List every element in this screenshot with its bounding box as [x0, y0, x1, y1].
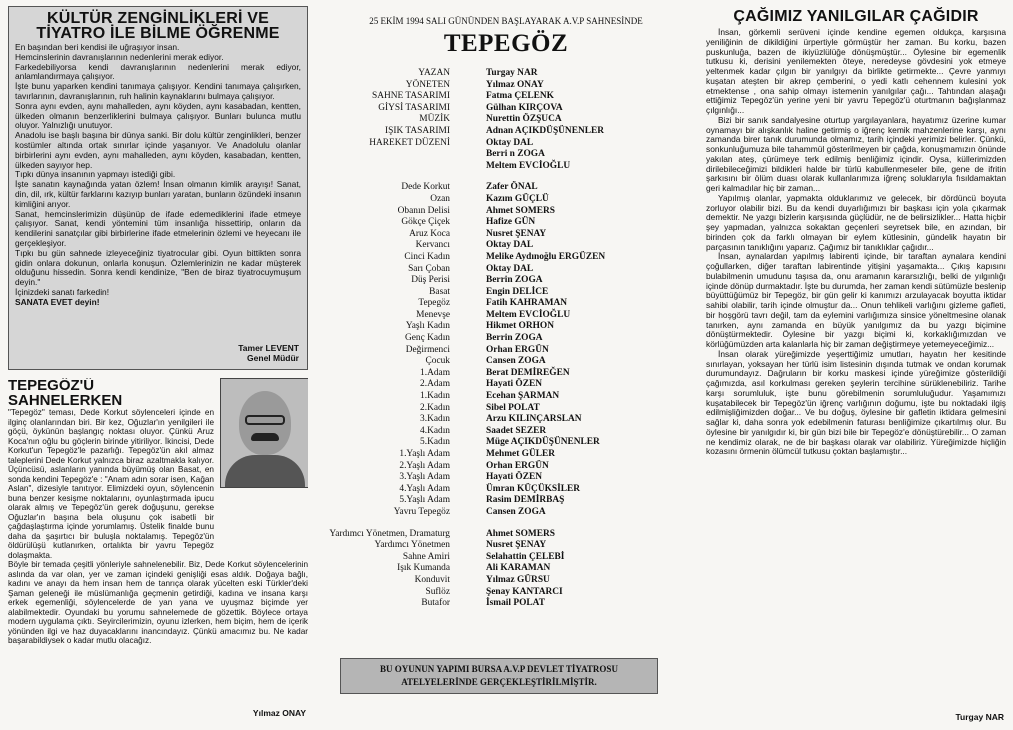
credit-role: HAREKET DÜZENİ	[369, 137, 450, 148]
intro-paragraph: İçinizdeki sanatı farkedin!	[15, 286, 110, 297]
credit-row	[318, 391, 694, 403]
credit-role: Gökçe Çiçek	[401, 217, 450, 228]
intro-paragraph: Farkedebiliyorsa kendi davranışlarının nedenlerini merak ediyor, anlamlandırmaya çalışıyor.	[15, 61, 301, 82]
credit-role: Kervancı	[415, 240, 450, 251]
credit-row	[318, 264, 694, 276]
credit-row	[318, 403, 694, 415]
credit-role: Suflöz	[425, 586, 450, 597]
credit-role: 3.Kadın	[420, 414, 450, 425]
credit-row	[318, 414, 694, 426]
credit-name: Oktay DAL	[486, 137, 534, 148]
credit-name: Melike Aydınoğlu ERGÜZEN	[486, 251, 606, 262]
author-paragraph: İnsan olarak yüreğimizde yeşerttiğimiz umutları, hayatın her kesitinde sınırlayan, yoksayan her türlü isim listesinin dışında tutmak ve ondan korumak durumundayız. Dağruların bir korku maskesi içinde yüreğimize gösterildiği çağımızda, asıl korkulması gereken şeylerin tercihine sürüklenebiliriz. Tarihe karşı sorumluluk, işte bunu görebilmenin sorumluluğudur. Yaşamımızı kuşatabilecek bir Tepegöz'ün iğrenç varlığının doğumu, işte bu noktadaki ilgiş edilmişliğimizden doğar... Ve bu doğuş, öylesine bir gafletin iktidara gelmesini sağlar ki, daha sonra yok edebilmenin faturası benliğimize çıkartılmış olur. Bu öylesine bir yanılgıdır ki, bir gün bizi bile bir Tepegöz'e dönüştürebilir... O zaman ne kendimiz olarak, ne de bir başkası olarak var olabiliriz. Yüreğimizde hiçliğin kozasını örmenin ölümcül tutkusu çoktan başlamıştır...	[706, 348, 1006, 457]
credit-row	[318, 91, 694, 103]
author-paragraph: Bizi bir sanık sandalyesine oturtup yargılayanlara, hayatımız üzerine kumar oynamayı bir alışkanlık haline getirmiş o iğrenç kemik mahzenlerine karşı, aynı zamanda birer tanık durumunda olmamız, tarih içindeki yerimizi belirler. Çünkü, sonkunluğumuza bile tahammül gösterilmeyen bir çağda, konuşmamızın önünde yakılan ateş, çürümeye terk edilmiş benliğimiz içindir. Oysa, küllerimizden dirilebileceğimizi bildikleri halde bir türlü kabullenmeseler bile, gene de ifritin şarkısını bir ölüm duası olarak kullanlarımıza iğrenç soluklarıyla fısıldamaktan geri kalmadılar hiç bir zaman...	[706, 114, 1006, 193]
credit-role	[318, 149, 486, 161]
intro-article	[8, 6, 308, 370]
credit-row	[318, 598, 694, 610]
credit-row	[318, 461, 694, 473]
credit-row	[318, 217, 694, 229]
credit-row	[318, 484, 694, 496]
credit-row	[318, 252, 694, 264]
credit-role: Ozan	[430, 193, 450, 204]
credit-row	[318, 114, 694, 126]
director-article-text-bottom: Böyle bir temada çeşitli yönleriyle sahnelenebilir. Biz, Dede Korkut söylencelerinin aslında da var olan, yer ve zaman içindeki genişliği esas aldık. Doğaya bağlı, kadını ve anayı da hem insan hem de tanrıça olarak yücelten eski Türkler'deki Şaman geleneği ile müslümanlığa geçmenin getirdiği, kadına ve insana karşı erkek egemenliği, söylencelerde de yan yana ve uyuşmaz biçimde yer alabilmektedir. Oyundaki bu yorumu sahnelemede de gözettik. Böylece ortaya modern uygulama çıktı. Seyircilerimizin, oyunu izlerken, hem biçim, hem de içerik yönünden ilgi ve haz duyacaklarını inancındayız. Çünkü amacımız bu. Ne kadar başarabildiysek o kadar mutlu olacağız.	[8, 560, 308, 645]
intro-signature-role: Genel Müdür	[247, 353, 299, 363]
author-article	[706, 6, 1006, 724]
credit-row	[318, 298, 694, 310]
credit-row	[318, 149, 694, 161]
credit-row	[318, 321, 694, 333]
intro-text	[15, 43, 301, 308]
intro-paragraph: Tıpkı dünya insanının yapmayı istediği gibi.	[15, 169, 176, 180]
author-signature: Turgay NAR	[955, 712, 1004, 722]
intro-paragraph: Anadolu ise başlı başına bir dünya sanki. Bir dolu kültür zenginlikleri, benzer kostümler altında ortak sınırlar içinde yaşanıyor. Ve Anadolulu olanlar birbirlerini aynı evden, aynı mahalleden, aynı köyden, kasabadan, kentten, ülkeden sayıyor hep.	[15, 130, 301, 170]
credit-name: Meltem EVCİOĞLU	[486, 160, 571, 171]
credit-name: Rasim DEMİRBAŞ	[486, 495, 565, 506]
credit-row	[318, 182, 694, 194]
credit-row	[318, 575, 694, 587]
credit-name: Şenay KANTARCI	[486, 586, 563, 597]
credit-role: Düş Perisi	[411, 275, 450, 286]
credit-row	[318, 379, 694, 391]
credit-row	[318, 495, 694, 507]
credit-row	[318, 368, 694, 380]
credit-row	[318, 206, 694, 218]
credit-role: Butafor	[421, 598, 450, 609]
credit-row	[318, 68, 694, 80]
intro-paragraph: Sanat, hemcinslerimizin düşünüp de ifade edemediklerini ifade etmeye çalışıyor. Sanat, kendi yöntemini tüm insanlığa hissettirip, onların da kendilerini sanatçılar gibi birbirlerine ifade etmelerinin özlemi ve heyecanı ile gerçekleşiyor.	[15, 208, 301, 248]
credit-role: 4.Kadın	[420, 425, 450, 436]
credit-role: YAZAN	[418, 68, 450, 78]
date-line: 25 EKİM 1994 SALI GÜNÜNDEN BAŞLAYARAK A.V.P SAHNESİNDE	[369, 16, 643, 26]
credit-name: Yılmaz GÜRSU	[486, 574, 550, 585]
credit-role: 3.Yaşlı Adam	[399, 472, 450, 483]
credit-row	[318, 507, 694, 519]
credit-name: Zafer ÖNAL	[486, 182, 538, 193]
credit-name: Selahattin ÇELEBİ	[486, 551, 565, 562]
credit-role: Değirmenci	[405, 344, 450, 355]
credit-role: Yavru Tepegöz	[393, 506, 450, 517]
credit-name: Orhan ERGÜN	[486, 344, 549, 355]
credit-name: Mehmet GÜLER	[486, 449, 555, 459]
credit-role: Konduvit	[414, 574, 450, 585]
credit-role: Çocuk	[425, 356, 450, 367]
credit-name: Berrin ZOGA	[486, 275, 543, 286]
credit-row	[318, 103, 694, 115]
credit-role: Basat	[429, 286, 450, 297]
credit-name: Cansen ZOGA	[486, 356, 546, 367]
director-signature: Yılmaz ONAY	[252, 708, 306, 718]
credit-name: Turgay NAR	[486, 68, 538, 78]
credit-role: MÜZİK	[419, 114, 450, 125]
credit-role: 1.Adam	[420, 367, 450, 378]
credit-role: IŞIK TASARIMI	[385, 125, 450, 136]
credit-role: Sarı Çoban	[408, 263, 450, 274]
credit-name: Cansen ZOGA	[486, 506, 546, 517]
credit-role: Obanın Delisi	[397, 205, 450, 216]
credit-row	[318, 275, 694, 287]
credit-name: Arzu KILINÇARSLAN	[486, 414, 582, 425]
credit-name: Ecehan ŞARMAN	[486, 391, 560, 402]
credit-row	[318, 356, 694, 368]
author-paragraph: Yapılmış olanlar, yapmakta olduklarımız ve gelecek, bir dördüncü boyuta zorluyor olabilir bizi. Bu da kendi duyarlığımızı bir başkası için yola çıkarmak demektir. Ne yazgı bizlerin karşısında güçlüdür, ne de belirsizlikler... Hatta hiçbir şey yapmadan, yalnızca sokaktan geçenleri seyretsek bile, en azından, bir birinden çok da farklı olmayan bir eylem kütlesinin, gündelik hayatın bir parçasının tanıklığını yaparız. Çağımız bir tanıklıklar çağıdır...	[706, 192, 1006, 252]
credit-role: Genç Kadın	[404, 333, 450, 344]
production-note-line1: BU OYUNUN YAPIMI BURSA A.V.P DEVLET TİYATROSU	[380, 664, 618, 674]
credit-name: Hayati ÖZEN	[486, 379, 542, 390]
credit-role: Menevşe	[416, 309, 450, 320]
credit-name: Orhan ERGÜN	[486, 460, 549, 471]
credit-row	[318, 472, 694, 484]
credit-name: Fatih KAHRAMAN	[486, 298, 567, 309]
credit-name: İsmail POLAT	[486, 598, 545, 609]
credit-name: Hafize GÜN	[486, 217, 536, 228]
credit-row	[318, 240, 694, 252]
credit-role: 5.Yaşlı Adam	[399, 495, 450, 506]
credit-name: Kazım GÜÇLÜ	[486, 193, 549, 204]
credit-name: Nusret ŞENAY	[486, 228, 547, 239]
credit-row	[318, 287, 694, 299]
intro-signature	[238, 343, 299, 363]
credit-row	[318, 552, 694, 564]
credit-role: 1.Yaşlı Adam	[399, 449, 450, 459]
credit-name: Sibel POLAT	[486, 402, 540, 413]
credit-name: Engin DELİCE	[486, 286, 549, 297]
intro-paragraph: Hemcinslerinin davranışlarının nedenlerini merak ediyor.	[15, 51, 224, 62]
credit-role: Aruz Koca	[409, 228, 450, 239]
credit-name: Oktay DAL	[486, 240, 534, 251]
credit-row	[318, 449, 694, 461]
credit-row	[318, 437, 694, 449]
credit-row	[318, 529, 694, 541]
play-title: TEPEGÖZ	[443, 30, 569, 57]
credit-role: 2.Kadın	[420, 402, 450, 413]
credit-name: Ahmet SOMERS	[486, 528, 556, 539]
credit-role: Yardımcı Yönetmen, Dramaturg	[329, 528, 450, 539]
credit-name: Ümran KÜÇÜKSİLER	[486, 483, 581, 494]
director-article-text-top: "Tepegöz" teması, Dede Korkut söylenceleri içinde en ilginç olanlarından biri. Bir kez, Oğuzlar'ın yenilgileri ile göçü, öykünün başlangıç noktası oluyor. Çünkü Aruz Koca'nın oğlu bu göçlerin birinde yitiriliyor. İkincisi, Dede Korkut'un Tepegöz'le pazarlığı. Tepegöz'ün akıl almaz taleplerini Dede Korkut yalnızca biraz azaltmakla kalıyor. Üçüncüsü, aslanların yanında büyümüş olan Basat, en sonda kendini Tepegöz'e : "Anam adın sorar isen, Kağan Aslan", dizesiyle tanıtıyor. Elimizdeki oyun, söylencenin buna benzer kesişme noktalarını, oyunlaştırmada ipucu olarak almış ve Tepegöz'ün gerek doğuşunu, gerekse Oğuzlar'ın başına bela oluşunu çok isabetli bir çağdaşlaştırma içinde yorumlamış. Üstelik finalde bunu daha da şaşırtıcı bir buluşla noktalamış. Tepegöz'ün öldürülüşü kutlanırken, ortalıkta bir yavru Tepegöz dolaşmakta.	[8, 408, 214, 560]
credit-role: 1.Kadın	[420, 391, 450, 402]
credit-name: Müge AÇIKDÜŞÜNENLER	[486, 437, 600, 448]
credit-name: Berat DEMİREĞEN	[486, 367, 570, 378]
production-note-line2: ATELYELERİNDE GERÇEKLEŞTİRİLMİŞTİR.	[401, 677, 597, 687]
credit-role: GİYSİ TASARIMI	[378, 102, 450, 113]
production-note	[340, 658, 658, 694]
credit-role: SAHNE TASARIMI	[372, 91, 450, 102]
credit-row	[318, 126, 694, 138]
credit-role: Işık Kumanda	[397, 563, 450, 574]
credit-row	[318, 587, 694, 599]
credit-name: Nurettin ÖZŞUCA	[486, 114, 562, 125]
credit-role: YÖNETEN	[405, 79, 450, 90]
credit-name: Ali KARAMAN	[486, 563, 551, 574]
credit-role: Yardımcı Yönetmen	[374, 540, 450, 551]
credit-row	[318, 345, 694, 357]
credit-role: 2.Adam	[420, 379, 450, 390]
credit-role: Sahne Amiri	[402, 551, 450, 562]
credit-name: Berrin ZOGA	[486, 333, 543, 344]
credit-role: 4.Yaşlı Adam	[399, 483, 450, 494]
credit-role: Tepegöz	[418, 298, 450, 309]
intro-paragraph: Tıpkı bu gün sahnede izleyeceğiniz tiyatrocular gibi. Oyun bittikten sonra gidin onlara dokunun, onlarla konuşun. Özlemlerinizin ne kadar müşterek olduğunu hissedin. Sonra kendi kendinize, "Ben de biraz tiyatrocuymuşum deyin."	[15, 247, 301, 288]
credit-row	[318, 161, 694, 173]
credit-name: Fatma ÇELENK	[486, 91, 554, 102]
credits-list	[318, 68, 694, 610]
credit-row	[318, 80, 694, 92]
credit-name: Meltem EVCİOĞLU	[486, 309, 571, 320]
credit-name: Hikmet ORHON	[486, 321, 554, 332]
credit-name: Saadet SEZER	[486, 425, 547, 436]
intro-paragraph: İşte sanatın kaynağında yatan özlem! İnsan olmanın kimlik arayışı! Sanat, din, dil, ırk, kültür farklarını kazıyıp bunları yaratan, bunların özündeki insanın kimliğini arıyor.	[15, 179, 301, 209]
credit-row	[318, 563, 694, 575]
credit-role: Dede Korkut	[401, 182, 450, 193]
credit-name: Oktay DAL	[486, 263, 534, 274]
director-article	[8, 378, 308, 718]
credits-column	[318, 6, 694, 726]
credit-name: Yılmaz ONAY	[486, 79, 544, 90]
credit-row	[318, 310, 694, 322]
credit-role: 2.Yaşlı Adam	[399, 460, 450, 471]
credit-name: Hayati ÖZEN	[486, 472, 542, 483]
credit-role: Yaşlı Kadın	[405, 321, 450, 332]
author-article-title: ÇAĞIMIZ YANILGILAR ÇAĞIDIR	[733, 8, 979, 25]
portrait-photo	[220, 378, 308, 488]
author-paragraph: İnsan, aynalardan yapılmış labirenti içinde, bir taraftan aynalara kendini çoğullarken, diğer taraftan labirentinde yitişini yaşamakta... Çıkış kapısını bulabilmenin umudunu taşısa da, onu aramanın kararsızlığı, belki de yılgınlığı içinde dönüp durmaktadır. İşte bu durumda, her zaman kendi sütümüzle beslenip büyüttüğümüz bir Tepegöz, bir gün gelir ki kanımızı arzulayacak boyutta iktidar sahibi olabilir, tarih içinde olmuştur da... Onun tehlikeli varlığını gizleme gafleti, bir hoşgörü tavrı değil, tam da eylemini varlığımıza sinsice yöneltmesine olanak tanırken, aynı zamanda en büyük yanılgımız da bu yazgı biçimine dönüştürmektedir. Öylesine bir yazgı biçimi ki, korkaklığımızdan ve körlüğümüzden arta kalanlarla hiç bir zaman değiştirmeye yetemeyeceğimiz...	[706, 251, 1006, 349]
credit-name: Gülhan KIRÇOVA	[486, 102, 563, 113]
credit-row	[318, 194, 694, 206]
credit-row	[318, 426, 694, 438]
credit-row	[318, 229, 694, 241]
credit-name: Adnan AÇIKDÜŞÜNENLER	[486, 125, 605, 136]
credit-name: Berri n ZOGA	[486, 149, 545, 160]
intro-paragraph: En başından beri kendisi ile uğraşıyor insan.	[15, 42, 180, 52]
credit-row	[318, 333, 694, 345]
credit-role: Cinci Kadın	[404, 251, 450, 262]
intro-paragraph: İşte bunu yaparken kendini tanımaya çalışıyor. Kendini tanımaya çalışırken, tavırlarının, davranışlarının, ruh halinin kaynaklarını bulmaya çalışıyor.	[15, 81, 301, 101]
credit-row	[318, 138, 694, 150]
intro-title: KÜLTÜR ZENGİNLİKLERİ VE TİYATRO İLE BİLME ÖĞRENME	[36, 10, 280, 42]
credit-role	[318, 161, 486, 173]
credit-row	[318, 540, 694, 552]
director-article-title: TEPEGÖZ'Ü SAHNELERKEN	[8, 378, 123, 409]
credit-name: Nusret ŞENAY	[486, 540, 547, 551]
intro-signature-name: Tamer LEVENT	[238, 343, 299, 353]
author-article-text	[706, 28, 1006, 457]
intro-paragraph: Sonra aynı evden, aynı mahalleden, aynı köyden, aynı kasabadan, kentten, ülkeden olmanın benzerliklerini bulmaya çalışıyor. Bunları bulunca mutlu oluyor. Yalnızlığı unutuyor.	[15, 100, 301, 131]
intro-paragraph: SANATA EVET deyin!	[15, 296, 100, 307]
credit-role: 5.Kadın	[420, 437, 450, 448]
credit-name: Ahmet SOMERS	[486, 205, 556, 216]
author-paragraph: İnsan, görkemli serüveni içinde kendine egemen oldukça, karşısına yeniliğinin de dikildiğini ürpertiyle görmüştür her zaman. Bu korku, bazen puskunluğa, bazen de ikiyüzlülüğe dönüşmüştür... Öylesine bir egemenlik tutkusu ki, derisini yenilemekten öteye, neredeyse gövdesini yok etmeye yeltenmek kadar çılgın bir yanılgıyı da birlikte getirmekte... Çevre yanmıyı kuşatan ateşten bir akrep çemberini, o yedi katlı cehennem kulesini yok etmektense , ona sahip olmayı istemenin yanılgılar çağı... Tahtından alaşağı ettiğimiz Tepegöz'ün yerine yeni bir yavru Tepegöz'ü oturtmanın bağışlanmaz çılgınlığı...	[706, 27, 1006, 115]
